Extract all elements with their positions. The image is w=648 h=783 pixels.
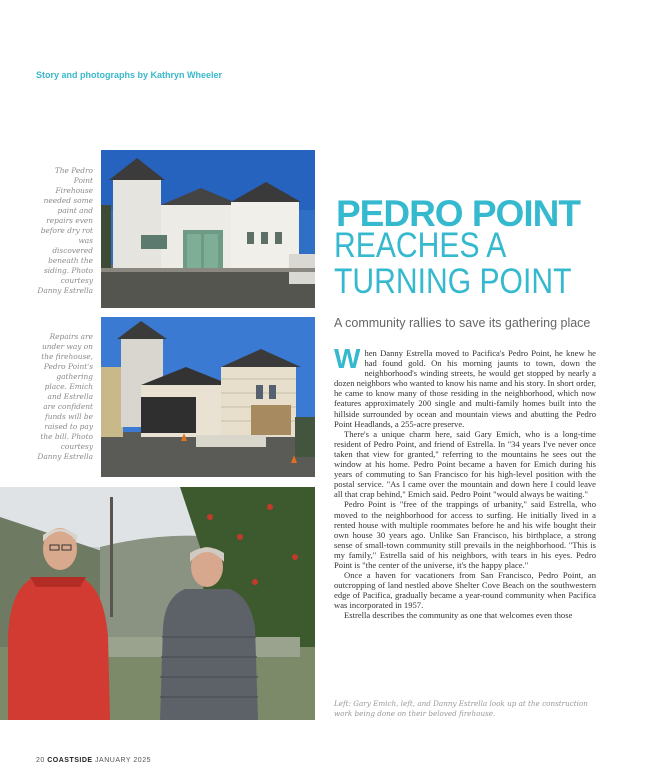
article-paragraph: There's a unique charm here, said Gary Emich, who is a long-time resident of Pedro Point, and friend of Estrella. In "34 years I've never once taken that view for granted," referring to the mountains he sees out the window at his home. Pedro Point became a haven for Emich during his years of commuting to San Francisco for his high-level position with the postal service. "As I came over the mountain and down here I could leave all that crap behind," Emich said. Pedro Point "would always be waiting." — [334, 428, 596, 500]
article-paragraph: Once a haven for vacationers from San Francisco, Pedro Point, an outcropping of land nestled above Shelter Cove Beach on the southwestern edge of Pacifica, gradually became a year-round community when Pacifica was incorporated in 1957. — [334, 570, 596, 611]
firehouse-before-photo — [101, 150, 315, 308]
drop-cap: W — [334, 343, 361, 374]
firehouse-repair-illustration — [101, 317, 315, 477]
page-number: 20 — [36, 757, 45, 764]
page-footer — [36, 757, 151, 764]
article-paragraph — [334, 343, 596, 429]
photo-caption-1: The Pedro Point Firehouse needed some paint and repairs even before dry rot was discovered beneath the siding. Photo courtesy Danny Estrella — [37, 166, 93, 295]
byline: Story and photographs by Kathryn Wheeler — [36, 70, 223, 80]
firehouse-before-illustration — [101, 150, 315, 308]
article-paragraph: Estrella describes the community as one that welcomes even those — [344, 610, 573, 621]
article-body — [334, 343, 596, 621]
headline-line-2: REACHES A TURNING POINT — [334, 226, 572, 301]
firehouse-repair-photo — [101, 317, 315, 477]
photo-caption-2: Repairs are under way on the firehouse, Pedro Point's gathering place. Emich and Estrella are confident funds will be raised to pay the bill. Photo courtesy Danny Estrella — [37, 332, 93, 461]
paragraph-1-text: hen Danny Estrella moved to Pacifica's Pedro Point, he knew he had found gold. On his morning jaunts to town, down the neighborhood's winding streets, he would get stopped by nearly a dozen neighbors who wanted to know his name and his story. In short order, he came to know many of those residing in the neighborhood, which now features approximately 200 single and multi-family homes built into the hillside surrounded by ocean and mountain views and abutting the Pedro Point Headlands, a 255-acre preserve. — [334, 348, 596, 429]
magazine-name: COASTSIDE — [47, 757, 93, 764]
headline-subtitle: A community rallies to save its gathering place — [334, 316, 591, 330]
headline-line-1: PEDRO POINT — [336, 193, 580, 234]
photo-caption-3: Left: Gary Emich, left, and Danny Estrella look up at the construction work being done on their beloved firehouse. — [334, 699, 588, 718]
issue-date: JANUARY 2025 — [95, 757, 151, 764]
article-paragraph: Pedro Point is "free of the trappings of urbanity," said Estrella, who moved to the neighborhood for access to surfing. He initially lived in a rented house with multiple roommates before he and his wife bought their own house 30 years ago. Unlike San Francisco, his birthplace, a strong sense of small-town community still prevails in the neighborhood. "This is my family," Estrella said of his neighbors, with tears in his eyes. Pedro Point is "the center of the universe, it's the happy place." — [334, 499, 596, 570]
emich-estrella-photo — [0, 487, 315, 720]
emich-estrella-illustration — [0, 487, 315, 720]
